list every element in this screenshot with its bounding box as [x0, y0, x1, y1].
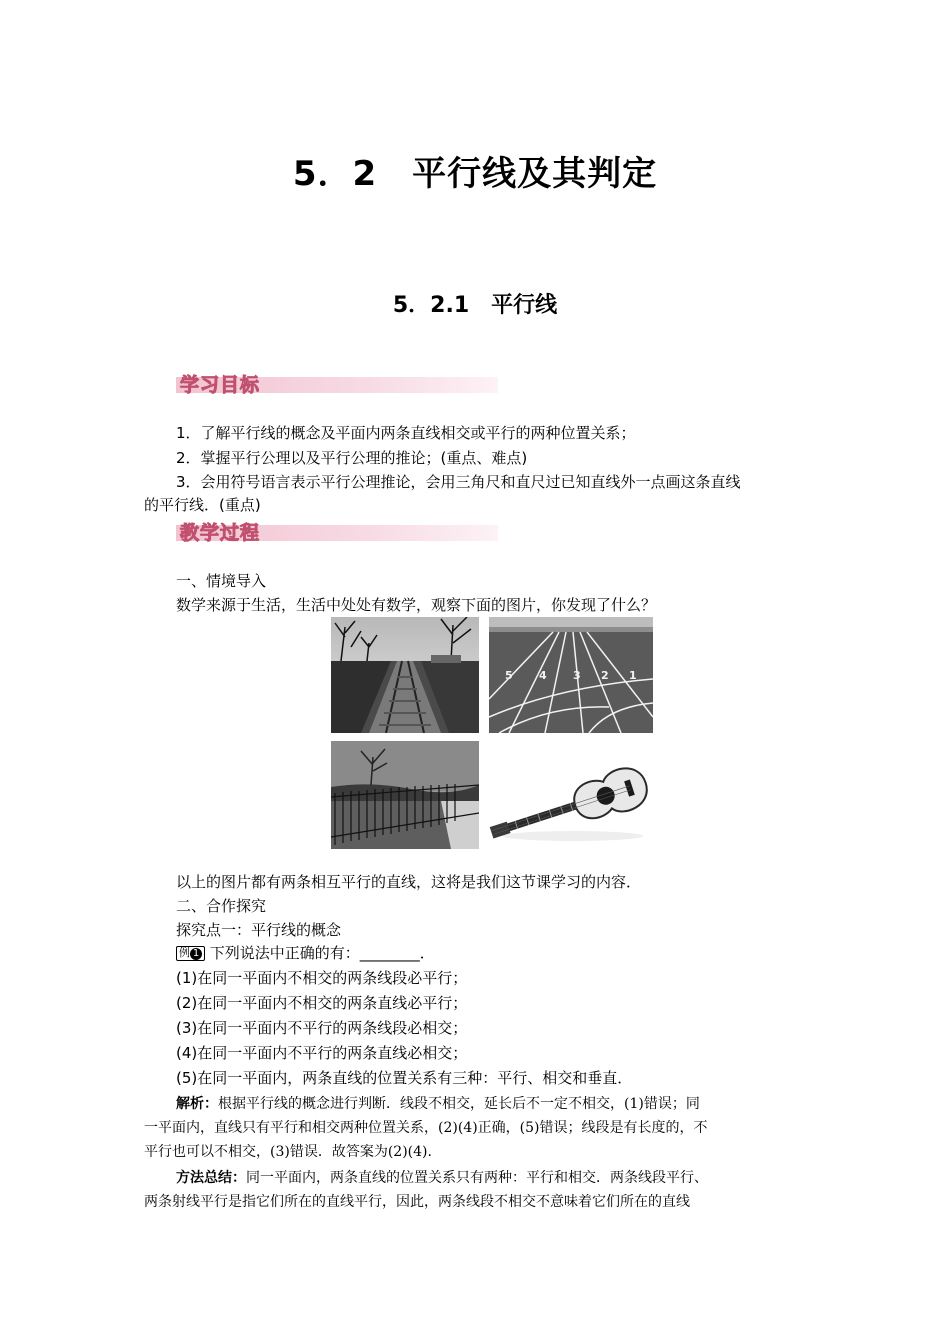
intro-text: 数学来源于生活，生活中处处有数学，观察下面的图片，你发现了什么？ [176, 596, 657, 614]
analysis-line: 平行也可以不相交，(3)错误．故答案为(2)(4). [144, 1144, 432, 1160]
section-heading: 二、合作探究 [176, 897, 267, 915]
conclusion-text: 以上的图片都有两条相互平行的直线，这将是我们这节课学习的内容． [176, 873, 642, 891]
page-title: 5．2 平行线及其判定 [292, 154, 658, 194]
goal-item: 2．掌握平行公理以及平行公理的推论；(重点、难点) [176, 449, 528, 467]
option-item: (5)在同一平面内，两条直线的位置关系有三种：平行、相交和垂直． [176, 1069, 633, 1087]
summary-line: 两条射线平行是指它们所在的直线平行，因此，两条线段不相交不意味着它们所在的直线 [144, 1194, 690, 1210]
analysis-label: 解析： [176, 1096, 218, 1112]
option-item: (2)在同一平面内不相交的两条直线必平行； [176, 994, 468, 1012]
track-number-5: 5 [505, 669, 513, 682]
example-tag: 例 1 [176, 946, 205, 961]
analysis-line: 解析：根据平行线的概念进行判断．线段不相交，延长后不一定不相交，(1)错误；同 [176, 1096, 700, 1112]
track-number-2: 2 [601, 669, 609, 682]
track-number-1: 1 [629, 669, 637, 682]
summary-line: 方法总结：同一平面内，两条直线的位置关系只有两种：平行和相交．两条线段平行、 [176, 1170, 708, 1186]
railway-photo [331, 617, 479, 733]
explore-point: 探究点一：平行线的概念 [176, 921, 342, 939]
option-item: (3)在同一平面内不平行的两条线段必相交； [176, 1019, 468, 1037]
section-heading: 一、情境导入 [176, 572, 267, 590]
example-number: 1 [190, 948, 202, 960]
guitar-photo [483, 752, 655, 844]
option-item: (1)在同一平面内不相交的两条线段必平行； [176, 969, 468, 987]
example-question-text: 下列说法中正确的有：________． [209, 944, 435, 962]
track-number-3: 3 [573, 669, 581, 682]
goals-banner [176, 370, 498, 394]
summary-label: 方法总结： [176, 1170, 246, 1186]
goal-item: 的平行线．(重点) [144, 496, 261, 514]
example-question [176, 943, 435, 963]
analysis-line: 一平面内，直线只有平行和相交两种位置关系，(2)(4)正确，(5)错误；线段是有长度的，不 [144, 1120, 708, 1136]
track-number-4: 4 [539, 669, 547, 682]
track-photo [489, 617, 653, 733]
section-title: 5．2.1 平行线 [392, 293, 558, 318]
process-banner-label: 教学过程 [180, 522, 261, 544]
goal-item: 1．了解平行线的概念及平面内两条直线相交或平行的两种位置关系； [176, 424, 636, 442]
option-item: (4)在同一平面内不平行的两条直线必相交； [176, 1044, 468, 1062]
process-banner [176, 518, 498, 542]
goal-item: 3．会用符号语言表示平行公理推论，会用三角尺和直尺过已知直线外一点画这条直线 [176, 473, 741, 491]
goals-banner-label: 学习目标 [180, 374, 261, 396]
fence-photo [331, 741, 479, 849]
